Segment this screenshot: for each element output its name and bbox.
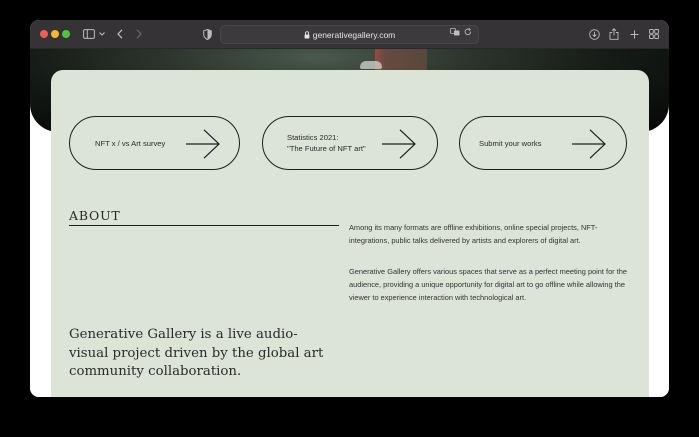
nft-survey-link[interactable] xyxy=(69,116,240,170)
zoom-window-button[interactable] xyxy=(62,30,70,38)
about-paragraph-spaces: Generative Gallery offers various spaces that serve as a perfect meeting point for the audience, providing a unique opportunity for digital art to go offline while allowing the viewer to experience interaction with technological art. xyxy=(349,267,627,302)
about-divider xyxy=(69,225,339,226)
browser-window xyxy=(30,20,669,397)
minimize-window-button[interactable] xyxy=(51,30,59,38)
tab-overview-icon[interactable] xyxy=(648,26,660,42)
hero-image-detail xyxy=(360,61,382,69)
back-arrow-icon[interactable] xyxy=(115,26,125,42)
hero-image-detail xyxy=(375,49,427,71)
link-label: Submit your works xyxy=(479,138,542,148)
about-paragraph-formats: Among its many formats are offline exhibitions, online special projects, NFT-integrations, public talks delivered by artists and explorers of digital art. xyxy=(349,223,598,245)
web-page xyxy=(30,49,669,397)
submit-works-link[interactable] xyxy=(459,116,627,170)
plus-icon[interactable] xyxy=(628,26,640,42)
close-window-button[interactable] xyxy=(40,30,48,38)
content-card xyxy=(51,70,649,397)
statistics-2021-link[interactable] xyxy=(262,116,438,170)
arrow-right-icon xyxy=(571,129,607,159)
arrow-right-icon xyxy=(185,129,221,159)
sidebar-icon[interactable] xyxy=(82,26,96,42)
browser-toolbar xyxy=(30,20,669,49)
translate-icon[interactable] xyxy=(450,28,460,38)
about-lead-text: Generative Gallery is a live audio-visual project driven by the global art community collaboration. xyxy=(69,327,324,379)
download-icon[interactable] xyxy=(588,26,600,42)
url-text: generativegallery.com xyxy=(312,29,396,40)
privacy-shield-icon[interactable] xyxy=(201,26,213,42)
lock-icon xyxy=(304,31,310,39)
about-heading: ABOUT xyxy=(69,208,121,223)
arrow-right-icon xyxy=(381,129,417,159)
reload-icon[interactable] xyxy=(464,28,472,38)
link-label: NFT x / vs Art survey xyxy=(95,138,166,148)
address-bar[interactable] xyxy=(220,25,479,44)
forward-arrow-icon[interactable] xyxy=(134,26,144,42)
chevron-down-icon[interactable] xyxy=(98,26,106,42)
share-icon[interactable] xyxy=(608,26,620,42)
link-label: Statistics 2021: "The Future of NFT art" xyxy=(287,133,366,153)
